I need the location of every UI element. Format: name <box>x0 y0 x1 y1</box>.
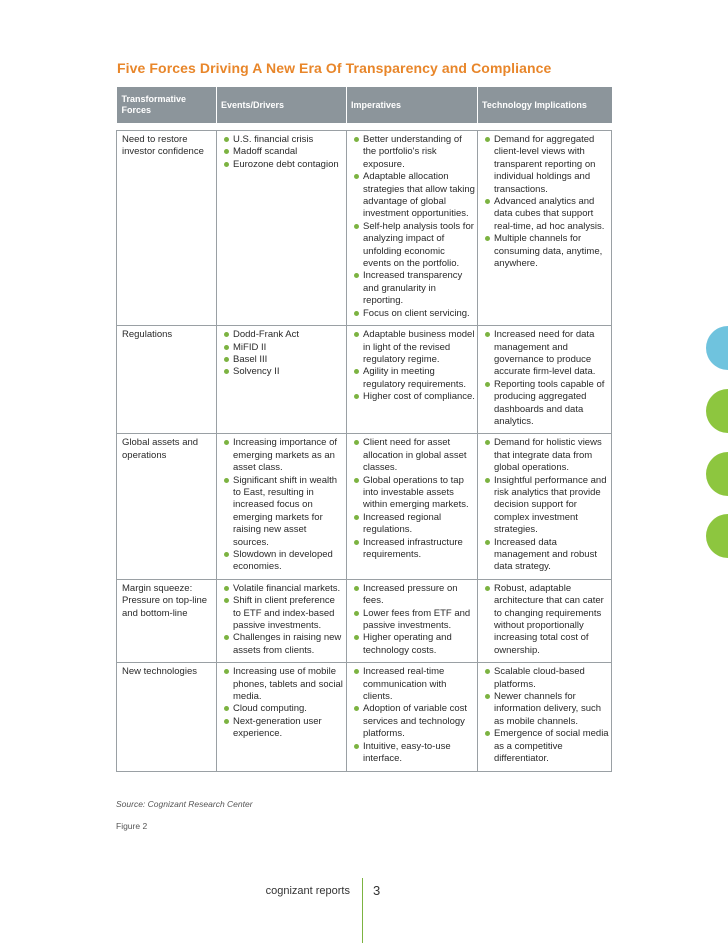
list-item: Demand for aggregated client-level views with transparent reporting on individual holdings and transactions. <box>484 134 609 196</box>
table-row <box>117 434 612 579</box>
events-drivers-list <box>223 329 344 379</box>
list-item: Dodd-Frank Act <box>223 329 344 341</box>
list-item: Increased transparency and granularity in reporting. <box>353 270 475 307</box>
list-item: Robust, adaptable architecture that can cater to changing requirements without proportionally increasing total cost of ownership. <box>484 583 609 657</box>
technology-implications-cell <box>478 326 612 434</box>
table-row <box>117 326 612 434</box>
imperatives-list <box>353 134 475 320</box>
list-item: Insightful performance and risk analytics that provide decision support for complex investment strategies. <box>484 475 609 537</box>
side-tab-2 <box>706 389 728 433</box>
list-item: Focus on client servicing. <box>353 308 475 320</box>
list-item: Adaptable allocation strategies that allow taking advantage of global investment opportunities. <box>353 171 475 221</box>
table-header-row <box>117 87 612 123</box>
force-cell: Global assets and operations <box>117 434 217 579</box>
technology-implications-cell <box>478 579 612 662</box>
imperatives-cell <box>347 326 478 434</box>
list-item: MiFID II <box>223 342 344 354</box>
imperatives-cell <box>347 663 478 771</box>
list-item: Solvency II <box>223 366 344 378</box>
side-tab-3 <box>706 452 728 496</box>
list-item: Significant shift in wealth to East, resulting in increased focus on emerging markets for raising new asset sources. <box>223 475 344 549</box>
list-item: Increasing use of mobile phones, tablets and social media. <box>223 666 344 703</box>
list-item: Next-generation user experience. <box>223 716 344 741</box>
list-item: Increased pressure on fees. <box>353 583 475 608</box>
list-item: U.S. financial crisis <box>223 134 344 146</box>
list-item: Increased data management and robust data strategy. <box>484 537 609 574</box>
technology-implications-list <box>484 329 609 428</box>
page-title: Five Forces Driving A New Era Of Transparency and Compliance <box>117 60 552 76</box>
list-item: Basel III <box>223 354 344 366</box>
table-row <box>117 579 612 662</box>
technology-implications-cell <box>478 434 612 579</box>
list-item: Adaptable business model in light of the revised regulatory regime. <box>353 329 475 366</box>
imperatives-list <box>353 666 475 765</box>
technology-implications-cell <box>478 663 612 771</box>
list-item: Intuitive, easy-to-use interface. <box>353 741 475 766</box>
side-tab-1 <box>706 326 728 370</box>
imperatives-list <box>353 583 475 657</box>
list-item: Increased need for data management and governance to produce accurate firm-level data. <box>484 329 609 379</box>
technology-implications-list <box>484 437 609 573</box>
header-imperatives: Imperatives <box>347 87 478 123</box>
technology-implications-list <box>484 134 609 270</box>
page-number: 3 <box>373 883 381 898</box>
header-technology-implications: Technology Implications <box>478 87 612 123</box>
force-cell: Need to restore investor confidence <box>117 131 217 326</box>
list-item: Increased infrastructure requirements. <box>353 537 475 562</box>
list-item: Reporting tools capable of producing aggregated dashboards and data analytics. <box>484 379 609 429</box>
events-drivers-list <box>223 134 344 171</box>
list-item: Adoption of variable cost services and technology platforms. <box>353 703 475 740</box>
imperatives-cell <box>347 434 478 579</box>
events-drivers-list <box>223 437 344 573</box>
footer-publication: cognizant reports <box>265 885 350 897</box>
list-item: Shift in client preference to ETF and index-based passive investments. <box>223 595 344 632</box>
list-item: Advanced analytics and data cubes that support real-time, ad hoc analysis. <box>484 196 609 233</box>
table-row <box>117 131 612 326</box>
imperatives-list <box>353 437 475 561</box>
list-item: Agility in meeting regulatory requirements. <box>353 366 475 391</box>
technology-implications-cell <box>478 131 612 326</box>
header-transformative-forces: Transformative Forces <box>117 87 217 123</box>
events-drivers-cell <box>217 579 347 662</box>
list-item: Challenges in raising new assets from clients. <box>223 632 344 657</box>
imperatives-cell <box>347 131 478 326</box>
list-item: Emergence of social media as a competitive differentiator. <box>484 728 609 765</box>
list-item: Increased regional regulations. <box>353 512 475 537</box>
imperatives-list <box>353 329 475 403</box>
side-tab-4 <box>706 514 728 558</box>
events-drivers-cell <box>217 326 347 434</box>
events-drivers-cell <box>217 434 347 579</box>
footer-divider <box>362 878 363 943</box>
technology-implications-list <box>484 666 609 765</box>
technology-implications-list <box>484 583 609 657</box>
events-drivers-list <box>223 666 344 740</box>
force-cell: Regulations <box>117 326 217 434</box>
table-row <box>117 663 612 771</box>
list-item: Newer channels for information delivery, such as mobile channels. <box>484 691 609 728</box>
events-drivers-cell <box>217 663 347 771</box>
list-item: Higher cost of compliance. <box>353 391 475 403</box>
force-cell: New technologies <box>117 663 217 771</box>
list-item: Scalable cloud-based platforms. <box>484 666 609 691</box>
list-item: Better understanding of the portfolio's risk exposure. <box>353 134 475 171</box>
list-item: Lower fees from ETF and passive investments. <box>353 608 475 633</box>
list-item: Demand for holistic views that integrate data from global operations. <box>484 437 609 474</box>
list-item: Self-help analysis tools for analyzing impact of unfolding economic events on the portfolio. <box>353 221 475 271</box>
list-item: Multiple channels for consuming data, anytime, anywhere. <box>484 233 609 270</box>
list-item: Global operations to tap into investable assets within emerging markets. <box>353 475 475 512</box>
source-note: Source: Cognizant Research Center <box>116 799 253 809</box>
list-item: Madoff scandal <box>223 146 344 158</box>
figure-label: Figure 2 <box>116 821 148 831</box>
list-item: Client need for asset allocation in global asset classes. <box>353 437 475 474</box>
force-cell: Margin squeeze: Pressure on top-line and bottom-line <box>117 579 217 662</box>
events-drivers-list <box>223 583 344 657</box>
list-item: Higher operating and technology costs. <box>353 632 475 657</box>
imperatives-cell <box>347 579 478 662</box>
list-item: Increased real-time communication with clients. <box>353 666 475 703</box>
list-item: Volatile financial markets. <box>223 583 344 595</box>
list-item: Increasing importance of emerging markets as an asset class. <box>223 437 344 474</box>
list-item: Slowdown in developed economies. <box>223 549 344 574</box>
list-item: Cloud computing. <box>223 703 344 715</box>
forces-table <box>116 87 612 772</box>
header-events-drivers: Events/Drivers <box>217 87 347 123</box>
list-item: Eurozone debt contagion <box>223 159 344 171</box>
events-drivers-cell <box>217 131 347 326</box>
